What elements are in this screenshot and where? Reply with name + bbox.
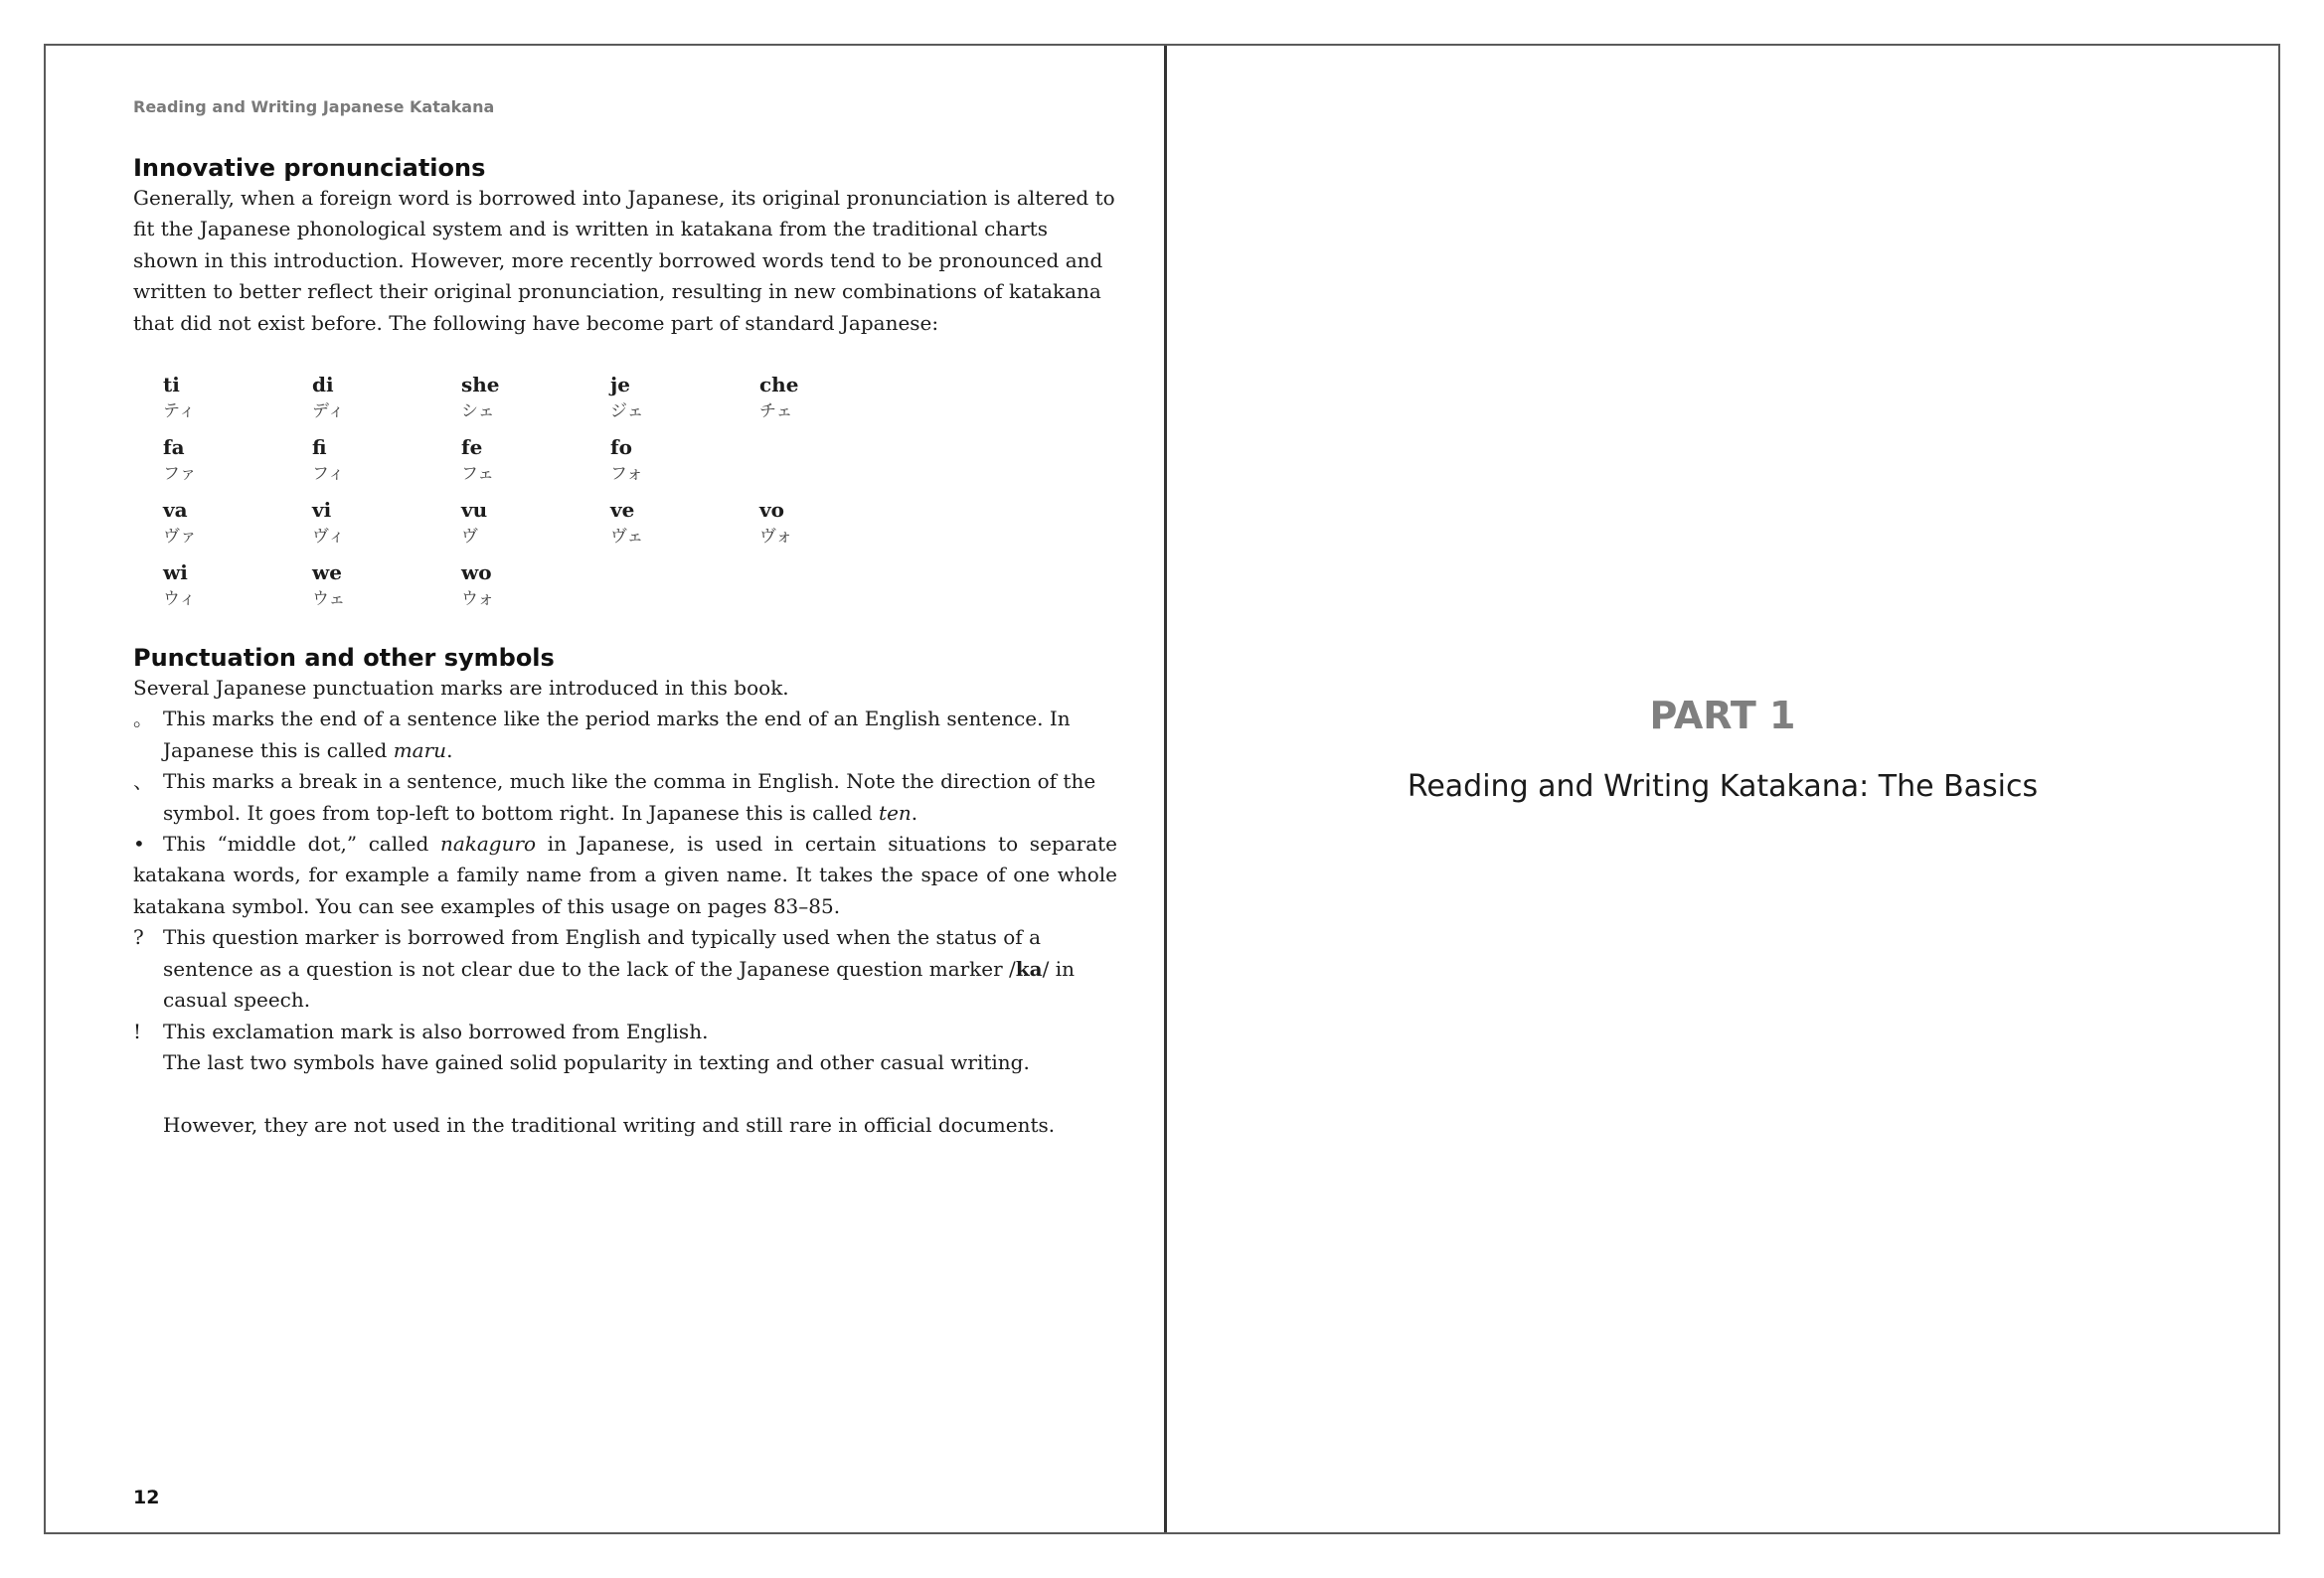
nakaguro-entry: • This “middle dot,” called nakaguro in Japanese, is used in certain situations to separate katakana words, for example a family name from a given name. It takes the space of one whole katakana symbol. You can see examples of this usage on pages 83–85. [133,829,1117,922]
kana-cell-wi [163,558,312,621]
kana-cell-we [312,558,461,621]
closing-line-2: However, they are not used in the traditional writing and still rare in official documents. [163,1112,1056,1137]
romaji-label: fa [163,435,185,460]
katakana-label: ヴァ [163,527,197,548]
romaji-label: che [759,373,799,397]
romaji-label: wi [163,560,188,585]
kana-cell-va [163,496,312,558]
question-mark-description: This question marker is borrowed from English and typically used when the status of a sentence as a question is not clear due to the lack of the Japanese question marker /ka/ in casual speech. [163,925,1075,1013]
punctuation-intro: Several Japanese punctuation marks are introduced in this book. [133,676,789,701]
maru-symbol: 。 [133,707,153,731]
romaji-label: she [461,373,500,397]
katakana-label: フェ [461,464,495,485]
exclamation-mark-description: This exclamation mark is also borrowed from English. [163,1019,709,1043]
part-label: PART 1 [1649,694,1796,737]
kana-row [163,558,1117,621]
ten-entry [133,766,1117,829]
kana-cell-vu [461,496,610,558]
kana-cell-ve [610,496,759,558]
kana-combination-table [163,371,1117,621]
romaji-label: je [610,373,630,397]
katakana-label: ウィ [163,589,196,610]
kana-cell-fa [163,433,312,496]
kana-cell-di [312,371,461,433]
left-page [46,46,1164,1532]
running-head: Reading and Writing Japanese Katakana [133,97,495,116]
section-heading-punctuation: Punctuation and other symbols [133,644,555,673]
question-mark-symbol: ? [133,925,144,950]
romaji-label: fi [312,435,327,460]
blank-line [133,1078,1117,1109]
book-spread [44,44,2280,1534]
romaji-label: ve [610,498,635,523]
katakana-label: ディ [312,401,345,422]
exclamation-mark-entry [133,1017,1117,1047]
katakana-label: ヴ [461,527,478,548]
katakana-label: ヴィ [312,527,345,548]
kana-cell-je [610,371,759,433]
kana-row [163,433,1117,496]
kana-cell-ti [163,371,312,433]
section-heading-innovative-pronunciations: Innovative pronunciations [133,154,486,182]
katakana-label: フォ [610,464,644,485]
katakana-label: ウォ [461,589,495,610]
romaji-label: fo [610,435,632,460]
romaji-label: we [312,560,342,585]
kana-cell-che [759,371,909,433]
romaji-label: va [163,498,188,523]
page-number: 12 [133,1487,160,1508]
kana-cell-fi [312,433,461,496]
kana-row [163,371,1117,433]
closing-line-1: The last two symbols have gained solid popularity in texting and other casual writing. [163,1049,1030,1074]
kana-cell-she [461,371,610,433]
middle-dot-symbol: • [133,832,145,857]
katakana-label: ウェ [312,589,346,610]
katakana-label: ジェ [610,401,644,422]
romaji-label: vu [461,498,488,523]
part-title: Reading and Writing Katakana: The Basics [1407,769,2039,804]
katakana-label: ヴォ [759,527,793,548]
exclamation-mark-symbol: ! [133,1019,142,1043]
kana-cell-fo [610,433,759,496]
romaji-label: wo [461,560,492,585]
katakana-label: チェ [759,401,793,422]
romaji-label: vi [312,498,332,523]
katakana-label: ヴェ [610,527,644,548]
ten-description: This marks a break in a sentence, much like the comma in English. Note the direction of the symbol. It goes from top-left to bottom right. In Japanese this is called ten. [163,769,1096,825]
romaji-label: di [312,373,334,397]
romaji-label: vo [759,498,784,523]
kana-row [163,496,1117,558]
kana-cell-vo [759,496,909,558]
right-page [1167,46,2278,1532]
romaji-label: fe [461,435,483,460]
kana-cell-fe [461,433,610,496]
page-content [133,153,1117,1141]
kana-cell-wo [461,558,610,621]
katakana-label: ティ [163,401,196,422]
ten-symbol: 、 [133,769,153,794]
katakana-label: ファ [163,464,197,485]
maru-description: This marks the end of a sentence like the period marks the end of an English sentence. In Japanese this is called maru. [163,707,1071,762]
kana-cell-vi [312,496,461,558]
romaji-label: ti [163,373,180,397]
katakana-label: フィ [312,464,345,485]
maru-entry [133,704,1117,766]
question-mark-entry [133,922,1117,1016]
katakana-label: シェ [461,401,495,422]
section-paragraph: Generally, when a foreign word is borrowed into Japanese, its original pronunciation is altered to fit the Japanese phonological system and is written in katakana from the traditional charts shown in this introduction. However, more recently borrowed words tend to be pronounced and written to better reflect their original pronunciation, resulting in new combinations of katakana that did not exist before. The following have become part of standard Japanese: [133,186,1115,335]
